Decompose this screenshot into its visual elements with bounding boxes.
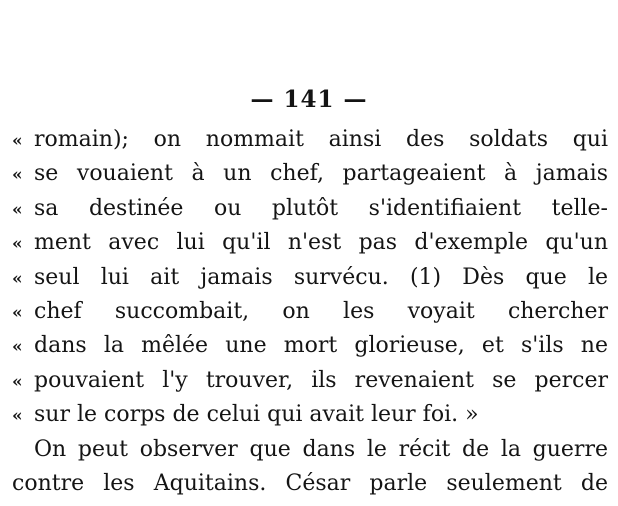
quote-mark: « — [12, 165, 23, 186]
quoted-line — [12, 295, 608, 329]
quote-mark: « — [12, 268, 23, 289]
quoted-line — [12, 261, 608, 295]
quote-mark: « — [12, 302, 23, 323]
quoted-line — [12, 226, 608, 260]
quoted-line-text: ment avec lui qu'il n'est pas d'exemple qu'un — [34, 230, 608, 256]
quote-mark: « — [12, 371, 23, 392]
quoted-line — [12, 398, 608, 432]
quoted-line-text: se vouaient à un chef, partageaient à jamais — [34, 161, 608, 187]
quoted-line — [12, 329, 608, 363]
body-text — [12, 123, 608, 501]
quoted-line — [12, 123, 608, 157]
quoted-line-text: pouvaient l'y trouver, ils revenaient se percer — [34, 367, 608, 393]
quoted-line-text: seul lui ait jamais survécu. (1) Dès que le — [34, 264, 608, 290]
quoted-line-text: chef succombait, on les voyait chercher — [34, 298, 608, 324]
quote-mark: « — [12, 131, 23, 151]
page-number: — 141 — — [250, 86, 368, 113]
quoted-line — [12, 364, 608, 398]
quoted-line-text: dans la mêlée une mort glorieuse, et s'ils ne — [34, 333, 608, 359]
quoted-line — [12, 157, 608, 191]
quote-mark: « — [12, 234, 23, 255]
quote-mark: « — [12, 406, 23, 427]
paragraph-line: On peut observer que dans le récit de la guerre — [34, 436, 608, 462]
quote-mark: « — [12, 199, 23, 220]
quoted-line-text: sa destinée ou plutôt s'identifiaient telle- — [34, 195, 608, 221]
paragraph-line: contre les Aquitains. César parle seulement de — [12, 470, 608, 496]
quoted-line — [12, 192, 608, 226]
quoted-line-text: sur le corps de celui qui avait leur foi. » — [34, 402, 479, 428]
quoted-line-text: romain); on nommait ainsi des soldats qui — [34, 127, 608, 152]
quote-mark: « — [12, 337, 23, 358]
